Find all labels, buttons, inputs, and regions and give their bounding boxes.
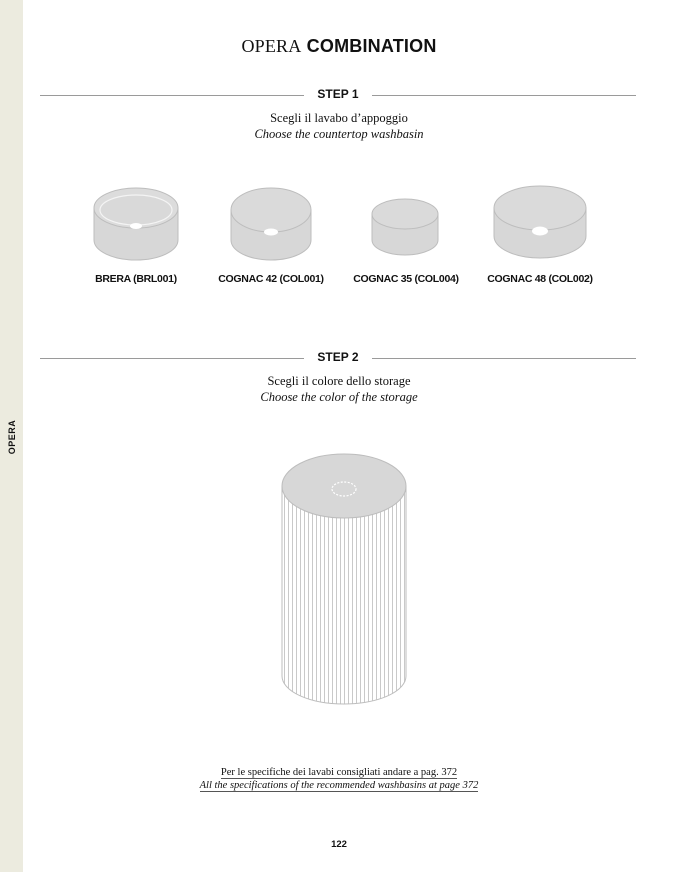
title-light: OPERA (241, 36, 302, 56)
basin-cognac35-image[interactable] (370, 196, 440, 276)
step1-subtitle-en: Choose the countertop washbasin (254, 127, 424, 141)
footnote-en (0, 780, 678, 791)
page-number: 122 (331, 839, 347, 850)
basin-cognac48-label: COGNAC 48 (COL002) (487, 273, 593, 285)
title-bold: COMBINATION (306, 36, 437, 56)
step1-header (40, 87, 636, 103)
basin-brera-label: BRERA (BRL001) (95, 273, 177, 285)
basin-cognac48-image[interactable] (492, 184, 588, 264)
footnote-it (0, 767, 678, 778)
step2-subtitle-en: Choose the color of the storage (260, 390, 418, 404)
step2-label: STEP 2 (317, 350, 359, 364)
basin-cognac42-label: COGNAC 42 (COL001) (218, 273, 324, 285)
basin-brera-image[interactable] (90, 184, 182, 264)
side-tab-label: OPERA (7, 419, 17, 455)
step2-line-right (372, 358, 636, 359)
footnote-it-text[interactable]: Per le specifiche dei lavabi consigliati andare a pag. 372 (220, 767, 458, 778)
basin-cognac35-label: COGNAC 35 (COL004) (353, 273, 459, 285)
step1-line-right (372, 95, 636, 96)
storage-column-image[interactable] (280, 452, 408, 713)
step2-header (40, 350, 636, 366)
basin-cognac42-image[interactable] (228, 184, 314, 264)
step1-subtitle-it: Scegli il lavabo d’appoggio (270, 111, 408, 125)
step2-subtitle-it: Scegli il colore dello storage (267, 374, 411, 388)
step1-label: STEP 1 (317, 87, 359, 101)
footnote-en-text[interactable]: All the specifications of the recommended washbasins at page 372 (199, 780, 479, 791)
page-title (0, 36, 678, 57)
